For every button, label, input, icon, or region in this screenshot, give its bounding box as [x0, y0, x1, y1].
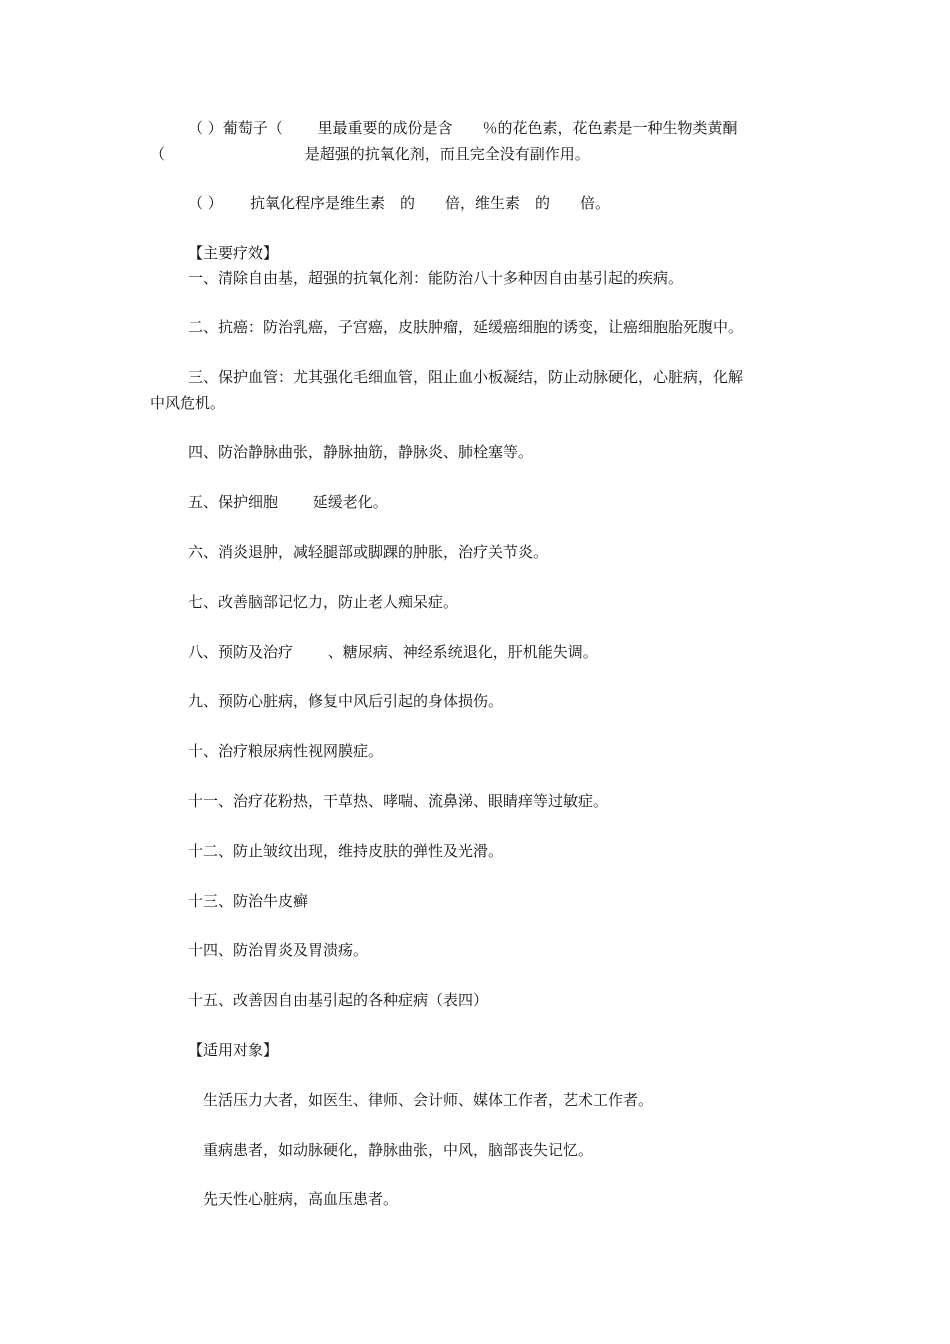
effect-item: 五、保护细胞 延缓老化。 — [188, 493, 388, 511]
effect-item-continuation: 中风危机。 — [150, 394, 226, 412]
effect-item: 十五、改善因自由基引起的各种症病（表四） — [188, 991, 489, 1009]
effect-item: 七、改善脑部记忆力，防止老人痴呆症。 — [188, 593, 459, 611]
effect-item: 十三、防治牛皮癣 — [188, 892, 309, 910]
target-item: 生活压力大者，如医生、律师、会计师、媒体工作者，艺术工作者。 — [203, 1091, 654, 1109]
effect-item: 一、清除自由基，超强的抗氧化剂：能防治八十多种因自由基引起的疾病。 — [188, 269, 684, 287]
section-heading-effects: 【主要疗效】 — [188, 244, 279, 262]
effect-item: 十二、防止皱纹出现，维持皮肤的弹性及光滑。 — [188, 842, 504, 860]
intro-paragraph-2: （ ） 抗氧化程序是维生素 的 倍，维生素 的 倍。 — [188, 194, 611, 212]
effect-item: 十一、治疗花粉热，干草热、哮喘、流鼻涕、眼睛痒等过敏症。 — [188, 792, 609, 810]
intro-paragraph-1-line-2: （ 是超强的抗氧化剂，而且完全没有副作用。 — [150, 145, 590, 163]
effect-item: 六、消炎退肿，减轻腿部或脚踝的肿胀，治疗关节炎。 — [188, 543, 549, 561]
effect-item: 十四、防治胃炎及胃溃疡。 — [188, 941, 369, 959]
effect-item: 十、治疗粮尿病性视网膜症。 — [188, 742, 384, 760]
target-item: 重病患者，如动脉硬化，静脉曲张，中风，脑部丧失记忆。 — [203, 1141, 594, 1159]
target-item: 先天性心脏病，高血压患者。 — [203, 1190, 399, 1208]
effect-item: 三、保护血管：尤其强化毛细血管，阻止血小板凝结，防止动脉硬化，心脏病，化解 — [188, 368, 744, 386]
section-heading-targets: 【适用对象】 — [188, 1041, 279, 1059]
effect-item: 四、防治静脉曲张，静脉抽筋，静脉炎、肺栓塞等。 — [188, 443, 534, 461]
effect-item: 八、预防及治疗 、糖尿病、神经系统退化，肝机能失调。 — [188, 643, 598, 661]
effect-item: 二、抗癌：防治乳癌，子宫癌，皮肤肿瘤，延缓癌细胞的诱变，让癌细胞胎死腹中。 — [188, 318, 744, 336]
effect-item: 九、预防心脏病，修复中风后引起的身体损伤。 — [188, 692, 504, 710]
intro-paragraph-1-line-1: （ ）葡萄子（ 里最重要的成份是含 ％的花色素，花色素是一种生物类黄酮 — [188, 119, 738, 137]
